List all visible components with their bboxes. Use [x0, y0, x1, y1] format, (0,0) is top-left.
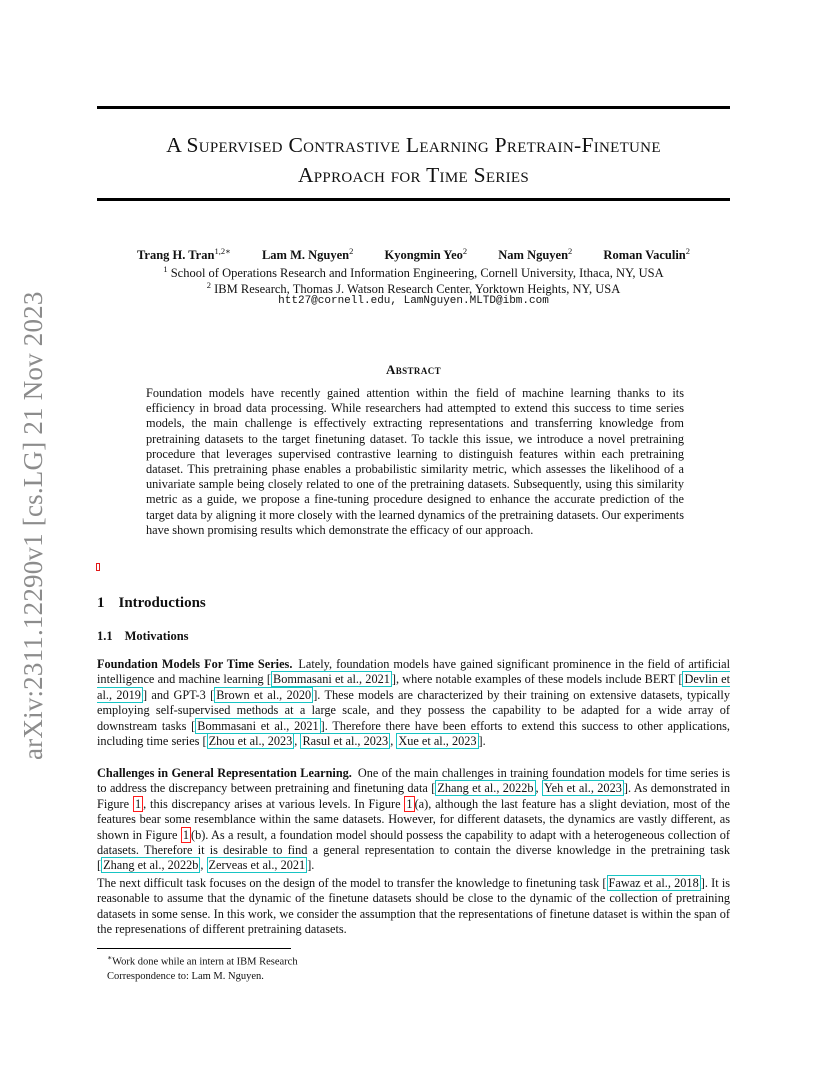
figure-ref-link[interactable]: 1	[182, 827, 189, 842]
citation-link[interactable]: Rasul et al., 2023	[302, 734, 389, 749]
footnote-line-1: Work done while an intern at IBM Research	[112, 956, 298, 968]
footnote-line-2: Correspondence to: Lam M. Nguyen.	[107, 970, 264, 982]
author: Kyongmin Yeo$^2$	[384, 246, 468, 263]
citation-link[interactable]: Yeh et al., 2023	[544, 781, 622, 796]
citation-link[interactable]: Fawaz et al., 2018	[608, 876, 699, 890]
citation-link[interactable]: Zhang et al., 2022b	[103, 858, 199, 873]
citation-link[interactable]: Bommasani et al., 2021	[197, 718, 319, 733]
affiliation-1: $^1$ School of Operations Research and Information Engineering, Cornell University, Ithaca, NY, USA	[163, 264, 664, 281]
subsection-heading	[97, 629, 189, 644]
paragraph-challenges: Challenges in General Representation Learning. One of the main challenges in training foundation models for time series is to address the discrepancy between pretraining and finetuning data [ Zhang et al., 2022b , Yeh et al., 2023 ]. As demonstrated in Figure 1 , this discrepancy arises at various levels. In Figure 1 (a), although the last feature has a slight deviation, most of the features bear some resemblance within the same datasets. However, for different datasets, the dynamics are vastly different, as shown in Figure 1 (b). As a result, a foundation model should possess the capability to adapt with a heterogeneous collection of datasets. Therefore it is desirable to find a general representation to contain the diverse knowledge in the pretraining task [ Zhang et al., 2022b , Zerveas et al., 2021 ].	[97, 766, 730, 873]
footnote	[107, 951, 298, 984]
paper-title	[97, 130, 730, 190]
figure-ref-link[interactable]: 1	[406, 796, 413, 811]
title-line-1: A Supervised Contrastive Learning Pretrain-Finetune	[166, 133, 661, 157]
section-title: Introductions	[118, 595, 206, 611]
citation-link[interactable]: Zhang et al., 2022b	[437, 781, 534, 796]
title-rule-top	[97, 106, 730, 109]
link-box-marker	[96, 563, 100, 571]
citation-link[interactable]: Brown et al., 2020	[216, 687, 312, 702]
author: Trang H. Tran$^{1,2∗}$	[136, 246, 231, 263]
section-heading	[97, 595, 206, 612]
title-rule-bottom	[97, 198, 730, 201]
citation-link[interactable]: Devlin et al., 2019	[97, 672, 731, 702]
abstract-text: Foundation models have recently gained attention within the field of machine learning thanks to its efficiency in broad data processing. While researchers had attempted to extend this success to time series models, the main challenge is effectively extracting representations and transferring knowledge from pretraining datasets to the target finetuning dataset. To tackle this issue, we introduce a novel pretraining procedure that leverages supervised contrastive learning to distinguish features within each pretraining dataset. This pretraining phase enables a probabilistic similarity metric, which assesses the likelihood of a univariate sample being closely related to one of the pretraining datasets. Subsequently, using this similarity metric as a guide, we propose a fine-tuning procedure designed to enhance the accurate prediction of the target data by aligning it more closely with the learned dynamics of the pretraining datasets. Our experiments have shown promising results which demonstrate the efficacy of our approach.	[146, 386, 684, 537]
section-number: 1	[97, 595, 105, 611]
arxiv-identifier[interactable]: arXiv:2311.12290v1 [cs.LG] 21 Nov 2023	[18, 291, 48, 760]
author-emails: htt27@cornell.edu, LamNguyen.MLTD@ibm.com	[278, 295, 549, 307]
author: Nam Nguyen$^2$	[498, 246, 573, 263]
paragraph-transfer: The next difficult task focuses on the design of the model to transfer the knowledge to finetuning task [ Fawaz et al., 2018 ]. It is reasonable to assume that the dynamic of the finetune datasets should be close to the dynamic of the collection of pretraining datasets in some sense. In this work, we consider the assumption that the representations of finetune dataset is within the span of the represenations of different pretraining datasets.	[97, 876, 731, 937]
paragraph-foundation-models: Foundation Models For Time Series. Lately, foundation models have gained significant prominence in the field of artificial intelligence and machine learning [ Bommasani et al., 2021 ], where notable examples of these models include BERT [ Devlin et al., 2019 ] and GPT-3 [ Brown et al., 2020 ]. These models are characterized by their training on extensive datasets, typically employing self-supervised methods at a large scale, and they possess the capability to be adapted for a wide array of downstream tasks [ Bommasani et al., 2021 ]. Therefore there have been efforts to extend this success to other applications, including time series [ Zhou et al., 2023 , Rasul et al., 2023 , Xue et al., 2023 ].	[97, 657, 731, 749]
subsection-title: Motivations	[124, 629, 189, 643]
citation-link[interactable]: Xue et al., 2023	[398, 734, 477, 749]
citation-link[interactable]: Zhou et al., 2023	[208, 734, 293, 749]
figure-ref-link[interactable]: 1	[134, 796, 142, 811]
author: Lam M. Nguyen$^2$	[261, 246, 354, 263]
subsection-number: 1.1	[97, 629, 113, 643]
footnote-mark: ∗	[107, 953, 113, 962]
citation-link[interactable]: Bommasani et al., 2021	[273, 672, 390, 687]
author: Roman Vaculin$^2$	[603, 246, 690, 263]
paragraph-lead: Foundation Models For Time Series.	[97, 657, 293, 671]
footnote-rule	[97, 948, 291, 949]
citation-link[interactable]: Zerveas et al., 2021	[208, 858, 306, 873]
affiliation-2: $^2$ IBM Research, Thomas J. Watson Research Center, Yorktown Heights, NY, USA	[206, 280, 621, 297]
abstract-heading: Abstract	[385, 362, 442, 377]
author-list	[97, 246, 730, 263]
title-line-2: Approach for Time Series	[297, 163, 530, 187]
paragraph-lead: Challenges in General Representation Learning.	[97, 766, 352, 780]
